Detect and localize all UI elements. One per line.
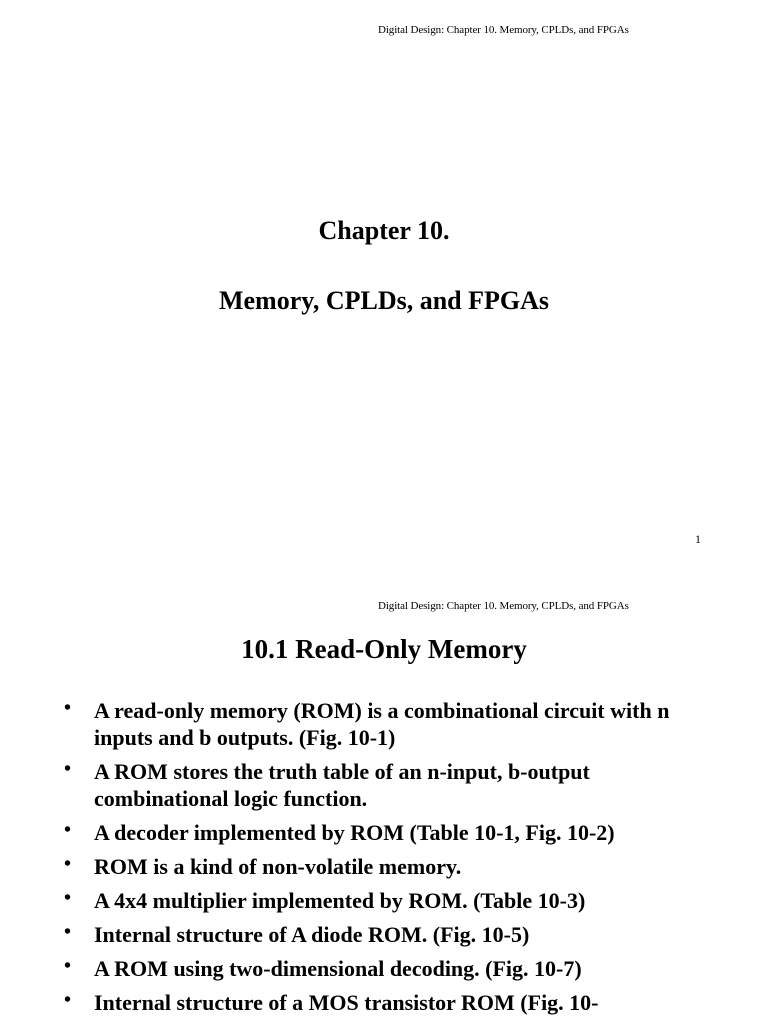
- bullet-item: [62, 758, 702, 812]
- bullet-text: A ROM using two-dimensional decoding. (Fig. 10-7): [94, 956, 582, 981]
- bullet-text: A ROM stores the truth table of an n-input, b-output combinational logic function.: [94, 759, 590, 811]
- bullet-icon: •: [64, 887, 72, 909]
- bullet-item: [62, 921, 702, 948]
- bullet-item: [62, 853, 702, 880]
- bullet-text: A read-only memory (ROM) is a combinational circuit with n inputs and b outputs. (Fig. 10-1): [94, 698, 670, 750]
- bullet-text: A 4x4 multiplier implemented by ROM. (Table 10-3): [94, 888, 586, 913]
- bullet-icon: •: [64, 955, 72, 977]
- page-header: Digital Design: Chapter 10. Memory, CPLDs, and FPGAs: [378, 600, 629, 612]
- page-number: 1: [695, 532, 701, 546]
- bullet-text: A decoder implemented by ROM (Table 10-1, Fig. 10-2): [94, 820, 615, 845]
- bullet-item: [62, 989, 702, 1016]
- bullet-text: ROM is a kind of non-volatile memory.: [94, 854, 462, 879]
- bullet-icon: •: [64, 921, 72, 943]
- bullet-icon: •: [64, 853, 72, 875]
- page-header: Digital Design: Chapter 10. Memory, CPLDs, and FPGAs: [378, 24, 629, 36]
- bullet-icon: •: [64, 758, 72, 780]
- section-title: 10.1 Read-Only Memory: [241, 634, 527, 664]
- bullet-item: [62, 955, 702, 982]
- chapter-subtitle: Memory, CPLDs, and FPGAs: [218, 286, 550, 315]
- bullet-text: Internal structure of a MOS transistor ROM (Fig. 10-: [94, 990, 599, 1015]
- bullet-item: [62, 819, 702, 846]
- bullet-item: [62, 697, 702, 751]
- bullet-item: [62, 887, 702, 914]
- bullet-icon: •: [64, 697, 72, 719]
- bullet-icon: •: [64, 989, 72, 1011]
- bullet-text: Internal structure of A diode ROM. (Fig. 10-5): [94, 922, 530, 947]
- bullet-icon: •: [64, 819, 72, 841]
- chapter-title: Chapter 10.: [318, 216, 450, 245]
- bullet-list: [62, 697, 702, 1023]
